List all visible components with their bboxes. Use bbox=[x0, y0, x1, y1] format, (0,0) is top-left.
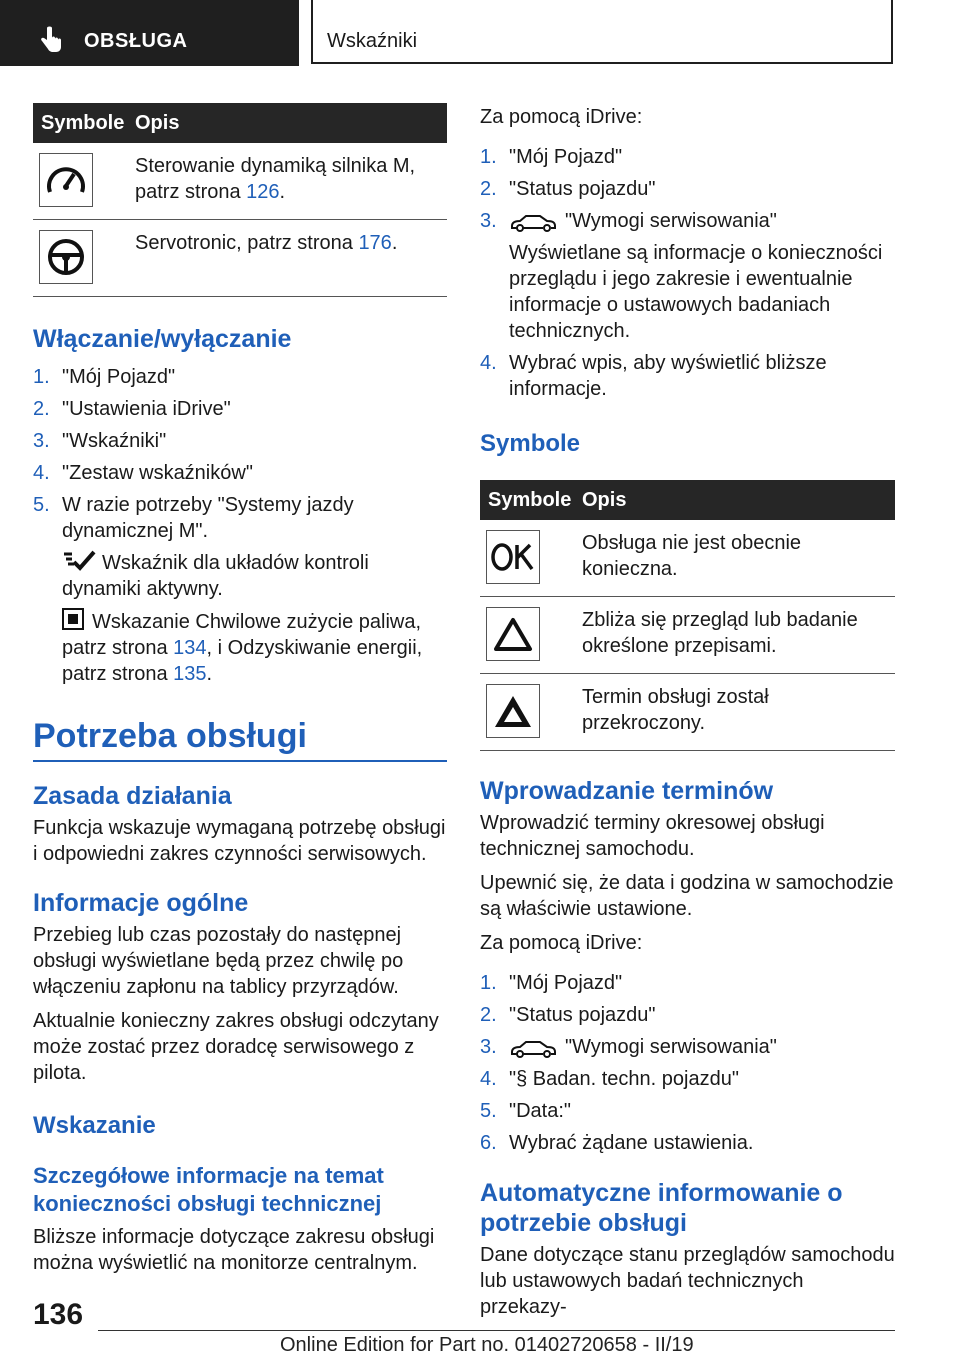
heading-dates: Wprowadzanie terminów bbox=[480, 777, 774, 805]
edition-note: Online Edition for Part no. 01402720658 - II/19 bbox=[280, 1334, 694, 1356]
principle-text: Funkcja wskazuje wymaganą potrzebę obsługi i odpowiedni zakres czynności serwisowych. bbox=[33, 817, 446, 865]
list-item: 5. W razie potrzeby "Systemy jazdy dynamicznej M". bbox=[33, 494, 354, 542]
heading-service-wrap bbox=[33, 717, 447, 762]
row-text: Obsługa nie jest obecnie konieczna. bbox=[576, 520, 895, 597]
service-steps bbox=[480, 144, 895, 402]
row-tail: . bbox=[279, 181, 286, 203]
square-icon bbox=[62, 608, 84, 630]
left-column bbox=[33, 103, 447, 1276]
detail-text: Bliższe informacje dotyczące zakresu obsługi można wyświetlić na monitorze centralnym. bbox=[33, 1226, 435, 1274]
list-item: 3. "Wymogi serwisowania" bbox=[480, 1036, 777, 1058]
ok-icon bbox=[486, 530, 540, 584]
step3-description: Wyświetlane są informacje o konieczności przeglądu i jego zakresie i ewentualnie informacje o ustawowych badaniach technicznych. bbox=[509, 242, 883, 342]
list-item: 2. "Status pojazdu" bbox=[480, 178, 656, 200]
heading-auto-info: Automatyczne informowanie o potrzebie obsługi bbox=[480, 1179, 843, 1237]
heading-display: Wskazanie bbox=[33, 1112, 156, 1139]
symbols-table-1 bbox=[33, 103, 447, 297]
auto-info-text: Dane dotyczące stanu przeglądów samochodu lub ustawowych badań technicznych przekazy- bbox=[480, 1244, 895, 1318]
hand-pointer-icon bbox=[40, 26, 62, 54]
list-item: 2. "Ustawienia iDrive" bbox=[33, 398, 231, 420]
heading-symbols: Symbole bbox=[480, 430, 581, 457]
row-text: Termin obsługi został przekroczony. bbox=[576, 674, 895, 751]
note-fuel: Wskazanie Chwilowe zużycie paliwa, patrz strona 134, i Odzyskiwanie energii, patrz strona 135. bbox=[62, 608, 447, 687]
steering-wheel-icon bbox=[39, 230, 93, 284]
list-item: 1. "Mój Pojazd" bbox=[480, 972, 623, 994]
car-icon bbox=[509, 212, 557, 232]
list-item: 2. "Status pojazdu" bbox=[480, 1004, 656, 1026]
list-item: 3. "Wskaźniki" bbox=[33, 430, 167, 452]
warning-triangle-filled-icon bbox=[486, 684, 540, 738]
page-link[interactable]: 176 bbox=[358, 232, 392, 254]
footer-rule bbox=[98, 1330, 895, 1331]
table-header-symbols: Symbole bbox=[480, 480, 576, 520]
row-text: Sterowanie dynamiką silnika M, patrz strona bbox=[135, 155, 416, 203]
chapter-header bbox=[311, 0, 893, 64]
table-header-description: Opis bbox=[129, 103, 447, 143]
table-row bbox=[480, 674, 895, 751]
idrive-label: Za pomocą iDrive: bbox=[480, 106, 643, 128]
section-tab bbox=[0, 0, 299, 66]
list-item: 4. "Zestaw wskaźników" bbox=[33, 462, 253, 484]
table-row bbox=[480, 597, 895, 674]
heading-principle: Zasada działania bbox=[33, 782, 232, 810]
table-row bbox=[33, 143, 447, 220]
heading-detail: Szczegółowe informacje na temat konieczności obsługi technicznej bbox=[33, 1163, 384, 1216]
list-item: 4. Wybrać wpis, aby wyświetlić bliższe informacje. bbox=[480, 352, 827, 400]
table-header-description: Opis bbox=[576, 480, 895, 520]
check-flag-icon bbox=[62, 550, 96, 572]
page-link[interactable]: 134 bbox=[173, 637, 207, 659]
table-row bbox=[33, 220, 447, 297]
section-label: OBSŁUGA bbox=[84, 30, 188, 52]
list-item: 1. "Mój Pojazd" bbox=[33, 366, 176, 388]
warning-triangle-icon bbox=[486, 607, 540, 661]
page-number: 136 bbox=[33, 1298, 84, 1331]
heading-service: Potrzeba obsługi bbox=[33, 717, 307, 755]
page-link[interactable]: 126 bbox=[246, 181, 280, 203]
dates-steps bbox=[480, 970, 895, 1156]
general-text-2: Aktualnie konieczny zakres obsługi odczytany może zostać przez doradcę serwisowego z pilota. bbox=[33, 1010, 439, 1084]
list-item: 4. "§ Badan. techn. pojazdu" bbox=[480, 1068, 739, 1090]
car-icon bbox=[509, 1038, 557, 1058]
note-dynamics: Wskaźnik dla układów kontroli dynamiki aktywny. bbox=[62, 552, 369, 600]
right-column bbox=[480, 104, 895, 1320]
row-tail: . bbox=[391, 232, 398, 254]
symbols-table-2 bbox=[480, 480, 895, 751]
list-item: 1. "Mój Pojazd" bbox=[480, 146, 623, 168]
dates-idrive-label: Za pomocą iDrive: bbox=[480, 932, 643, 954]
heading-general: Informacje ogólne bbox=[33, 889, 249, 917]
dates-text-1: Wprowadzić terminy okresowej obsługi technicznej samochodu. bbox=[480, 812, 825, 860]
row-text: Zbliża się przegląd lub badanie określone przepisami. bbox=[576, 597, 895, 674]
chapter-title: Wskaźniki bbox=[327, 30, 418, 52]
table-header-symbols: Symbole bbox=[33, 103, 129, 143]
list-item: 6. Wybrać żądane ustawienia. bbox=[480, 1132, 754, 1154]
page-link[interactable]: 135 bbox=[173, 663, 207, 685]
list-item: 3. "Wymogi serwisowania" Wyświetlane są informacje o konieczności przeglądu i jego zakresie i ewentualnie informacje o ustawowych badaniach technicznych. bbox=[480, 208, 895, 344]
on-off-steps bbox=[33, 364, 447, 544]
general-text-1: Przebieg lub czas pozostały do następnej obsługi wyświetlane będą przez chwilę po włączeniu zapłonu na tablicy przyrządów. bbox=[33, 924, 404, 998]
table-row bbox=[480, 520, 895, 597]
row-text: Servotronic, patrz strona bbox=[135, 232, 359, 254]
dates-text-2: Upewnić się, że data i godzina w samochodzie są właściwie ustawione. bbox=[480, 872, 894, 920]
list-item: 5. "Data:" bbox=[480, 1100, 572, 1122]
heading-on-off: Włączanie/wyłączanie bbox=[33, 325, 292, 353]
speedometer-icon bbox=[39, 153, 93, 207]
